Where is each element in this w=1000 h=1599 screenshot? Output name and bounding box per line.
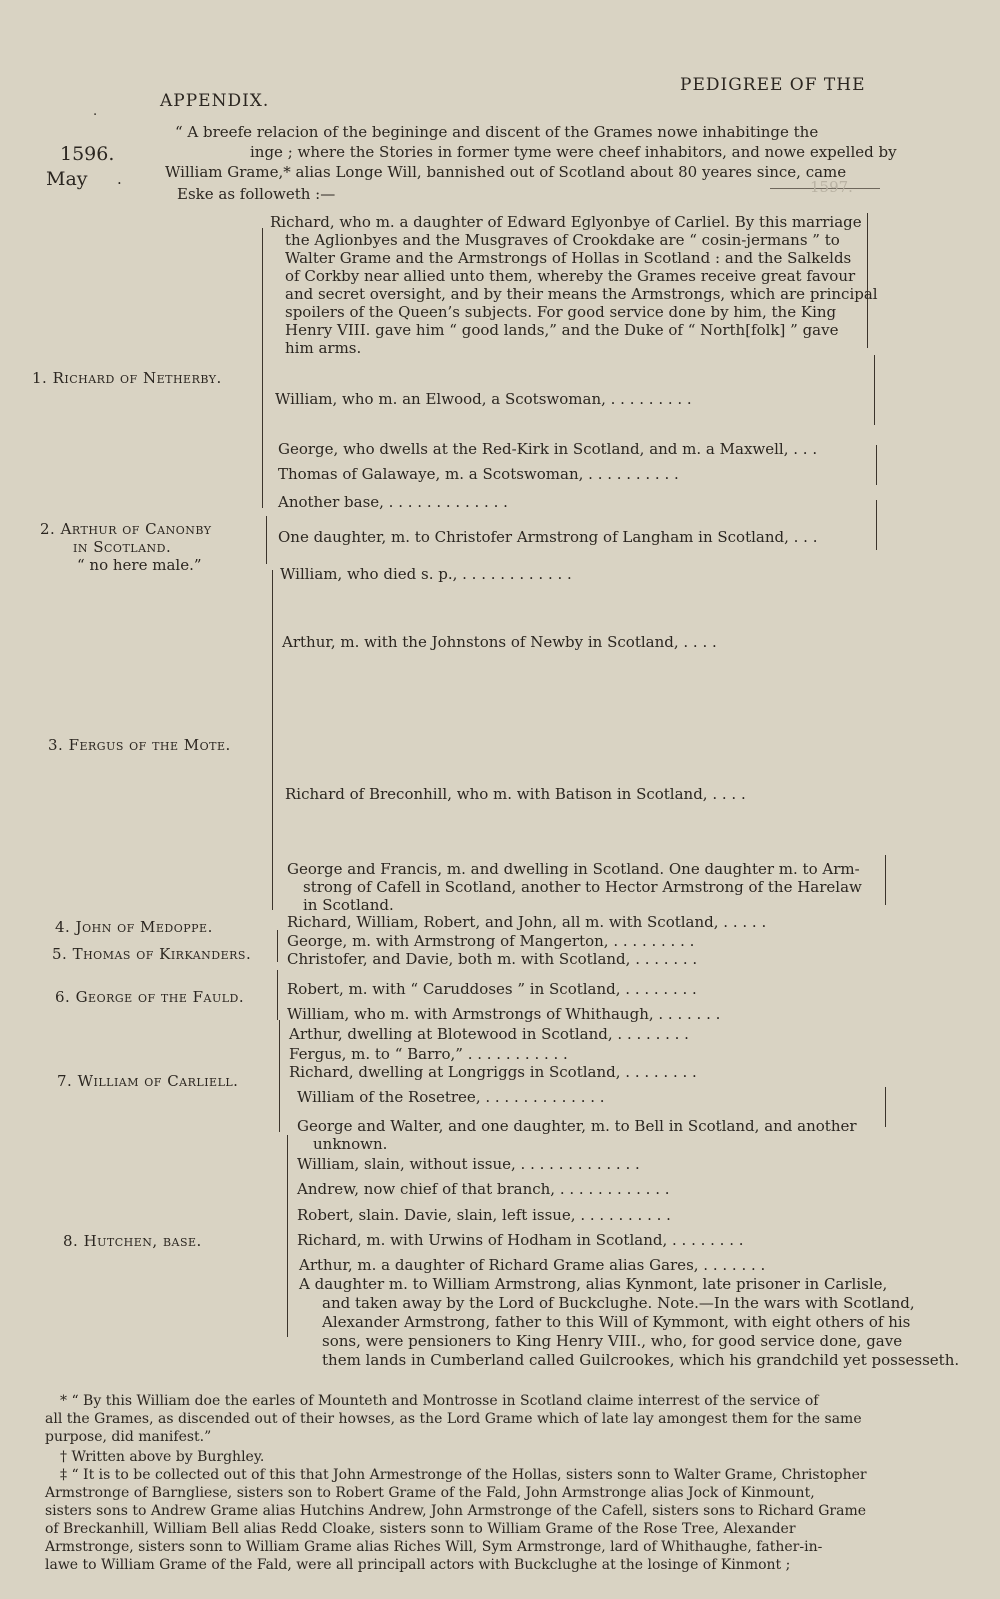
entry-line: unknown. — [313, 1135, 388, 1153]
entry-line: in Scotland. — [303, 896, 394, 914]
brace-hutchen — [287, 1135, 288, 1337]
footnote-line: † Written above by Burghley. — [60, 1449, 265, 1465]
entry-line: the Aglionbyes and the Musgraves of Crookdake are “ cosin-jermans ” to — [285, 231, 840, 249]
entry-line: Walter Grame and the Armstrongs of Hollas in Scotland : and the Salkelds — [285, 249, 852, 267]
speck: . — [93, 104, 98, 119]
brace-right — [874, 355, 875, 425]
marginal-year: 1597. — [810, 178, 853, 196]
brace-william — [279, 1020, 280, 1132]
entry-line: Robert, slain. Davie, slain, left issue, . . . . . . . . . . — [297, 1206, 671, 1224]
ancestor-8: 8. Hutchen, base. — [63, 1232, 202, 1250]
entry-line: William of the Rosetree, . . . . . . . . . . . . . — [297, 1088, 605, 1106]
entry-line: Richard, William, Robert, and John, all m. with Scotland, . . . . . — [287, 913, 767, 931]
entry-line: Another base, . . . . . . . . . . . . . — [278, 493, 508, 511]
brace-richard — [262, 228, 263, 508]
footnote-line: lawe to William Grame of the Fald, were all principall actors with Buckclughe at the losinge of Kinmont ; — [45, 1557, 791, 1573]
entry-line: George, m. with Armstrong of Mangerton, . . . . . . . . . — [287, 932, 695, 950]
entry-line: them lands in Cumberland called Guilcrookes, which his grandchild yet possesseth. — [322, 1351, 960, 1369]
entry-line: George and Francis, m. and dwelling in Scotland. One daughter m. to Arm- — [287, 860, 860, 878]
entry-line: sons, were pensioners to King Henry VIII., who, for good service done, gave — [322, 1332, 903, 1350]
entry-line: One daughter, m. to Christofer Armstrong of Langham in Scotland, . . . — [278, 528, 818, 546]
entry-line: William, who died s. p., . . . . . . . . . . . . — [280, 565, 572, 583]
entry-line: William, slain, without issue, . . . . . . . . . . . . . — [297, 1155, 640, 1173]
entry-line: Robert, m. with “ Caruddoses ” in Scotland, . . . . . . . . — [287, 980, 697, 998]
intro-line: Eske as followeth :— — [177, 185, 336, 203]
ancestor-5: 5. Thomas of Kirkanders. — [52, 945, 252, 963]
ancestor-6: 6. George of the Fauld. — [55, 988, 245, 1006]
date-dot: . — [117, 170, 122, 188]
brace-right — [885, 855, 886, 905]
entry-line: strong of Cafell in Scotland, another to Hector Armstrong of the Harelaw — [303, 878, 862, 896]
brace-right — [867, 213, 868, 348]
brace-right — [885, 1087, 886, 1127]
entry-line: and secret oversight, and by their means the Armstrongs, which are principal — [285, 285, 878, 303]
ancestor-7: 7. William of Carliell. — [57, 1072, 239, 1090]
brace-right — [876, 500, 877, 550]
footnote-line: ‡ “ It is to be collected out of this that John Armestronge of the Hollas, sisters sonn to Walter Grame, Christopher — [60, 1467, 867, 1483]
entry-line: George and Walter, and one daughter, m. to Bell in Scotland, and another — [297, 1117, 857, 1135]
brace-arthur — [266, 516, 267, 564]
entry-line: spoilers of the Queen’s subjects. For good service done by him, the King — [285, 303, 837, 321]
footnote-line: purpose, did manifest.” — [45, 1429, 212, 1445]
footnote-line: * “ By this William doe the earles of Mounteth and Montrosse in Scotland claime interrest of the service of — [60, 1393, 819, 1409]
entry-line: William, who m. with Armstrongs of Whithaugh, . . . . . . . — [287, 1005, 721, 1023]
ancestor-3: 3. Fergus of the Mote. — [48, 736, 231, 754]
ancestor-2-place: in Scotland. — [73, 538, 172, 556]
entry-line: Richard, dwelling at Longriggs in Scotland, . . . . . . . . — [289, 1063, 697, 1081]
entry-line: Arthur, m. with the Johnstons of Newby in Scotland, . . . . — [282, 633, 717, 651]
intro-line: “ A breefe relacion of the begininge and discent of the Grames nowe inhabitinge the — [175, 123, 819, 141]
entry-line: Fergus, m. to “ Barro,” . . . . . . . . . . . — [289, 1045, 568, 1063]
entry-line: Arthur, dwelling at Blotewood in Scotland, . . . . . . . . — [289, 1025, 689, 1043]
footnote-line: all the Grames, as discended out of their howses, as the Lord Grame which of late lay amongest them for the same — [45, 1411, 862, 1427]
ancestor-2: 2. Arthur of Canonby — [40, 520, 212, 538]
brace-fergus — [272, 570, 273, 910]
ancestor-4: 4. John of Medoppe. — [55, 918, 213, 936]
brace-right — [876, 445, 877, 485]
footnote-line: of Breckanhill, William Bell alias Redd Cloake, sisters sonn to William Grame of the Rose Tree, Alexander — [45, 1521, 796, 1537]
entry-line: Christofer, and Davie, both m. with Scotland, . . . . . . . — [287, 950, 698, 968]
footnote-line: Armstronge, sisters sonn to William Grame alias Riches Will, Sym Armstronge, lard of Whithaughe, father-in- — [45, 1539, 823, 1555]
entry-line: Henry VIII. gave him “ good lands,” and the Duke of “ North[folk] ” gave — [285, 321, 839, 339]
entry-line: William, who m. an Elwood, a Scotswoman, . . . . . . . . . — [275, 390, 692, 408]
entry-line: Richard, who m. a daughter of Edward Eglyonbye of Carliel. By this marriage — [270, 213, 862, 231]
entry-line: him arms. — [285, 339, 362, 357]
entry-line: Arthur, m. a daughter of Richard Grame alias Gares, . . . . . . . — [299, 1256, 766, 1274]
intro-line: inge ; where the Stories in former tyme were cheef inhabitors, and nowe expelled by — [250, 143, 897, 161]
date-month: May — [46, 168, 88, 190]
entry-line: Andrew, now chief of that branch, . . . . . . . . . . . . — [297, 1180, 670, 1198]
ancestor-1: 1. Richard of Netherby. — [32, 369, 222, 387]
running-head-right: PEDIGREE OF THE — [680, 75, 866, 95]
intro-line: William Grame,* alias Longe Will, bannished out of Scotland about 80 yeares since, came — [165, 163, 847, 181]
date-year: 1596. — [60, 143, 115, 165]
running-head-left: APPENDIX. — [160, 91, 270, 111]
entry-line: of Corkby near allied unto them, whereby the Grames receive great favour — [285, 267, 856, 285]
brace-george — [277, 970, 278, 1020]
footnote-line: Armstronge of Barngliese, sisters son to Robert Grame of the Fald, John Armstronge alias Jock of Kinmount, — [45, 1485, 815, 1501]
brace-thomas — [277, 930, 278, 962]
entry-line: George, who dwells at the Red-Kirk in Scotland, and m. a Maxwell, . . . — [278, 440, 818, 458]
footnote-line: sisters sons to Andrew Grame alias Hutchins Andrew, John Armstronge of the Cafell, sisters sons to Richard Grame — [45, 1503, 867, 1519]
ancestor-2-note: “ no here male.” — [77, 556, 202, 574]
entry-line: Alexander Armstrong, father to this Will of Kymmont, with eight others of his — [322, 1313, 911, 1331]
entry-line: A daughter m. to William Armstrong, alias Kynmont, late prisoner in Carlisle, — [299, 1275, 888, 1293]
entry-line: Richard, m. with Urwins of Hodham in Scotland, . . . . . . . . — [297, 1231, 744, 1249]
entry-line: and taken away by the Lord of Buckclughe. Note.—In the wars with Scotland, — [322, 1294, 915, 1312]
entry-line: Richard of Breconhill, who m. with Batison in Scotland, . . . . — [285, 785, 746, 803]
entry-line: Thomas of Galawaye, m. a Scotswoman, . . . . . . . . . . — [278, 465, 679, 483]
